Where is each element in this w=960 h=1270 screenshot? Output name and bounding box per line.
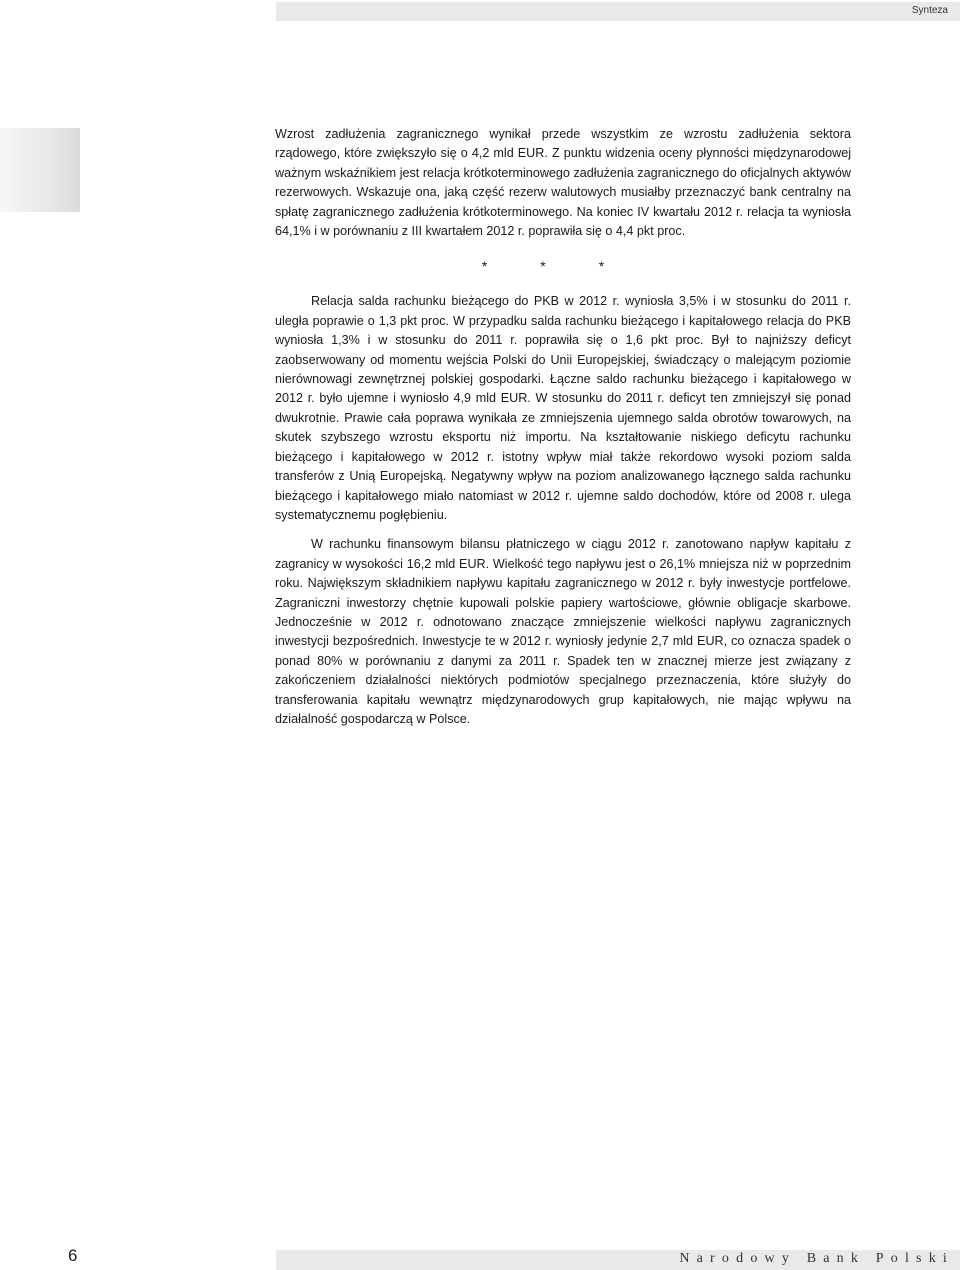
page-number: 6 xyxy=(68,1246,78,1265)
publisher-name: Narodowy Bank Polski xyxy=(679,1251,954,1266)
section-separator xyxy=(275,257,851,276)
separator-star: * xyxy=(481,258,488,275)
footer-band xyxy=(276,1250,960,1270)
side-tab-decoration xyxy=(0,128,80,212)
paragraph-financial-account: W rachunku finansowym bilansu płatniczego w ciągu 2012 r. zanotowano napływ kapitału z zagranicy w wysokości 16,2 mld EUR. Wielkość tego napływu jest o 26,1% mniejsza niż w poprzednim roku. Największym składnikiem napływu kapitału zagranicznego w 2012 r. były inwestycje portfelowe. Zagraniczni inwestorzy chętnie kupowali polskie papiery wartościowe, głównie obligacje skarbowe. Jednocześnie w 2012 r. odnotowano znaczące zmniejszenie wielkości napływu zagranicznych inwestycji bezpośrednich. Inwestycje te w 2012 r. wyniosły jedynie 2,7 mld EUR, co oznacza spadek o ponad 80% w porównaniu z danymi za 2011 r. Spadek ten w znacznej mierze jest związany z zakończeniem działalności niektórych podmiotów specjalnego przeznaczenia, które służyły do transferowania kapitału wewnątrz międzynarodowych grup kapitałowych, nie mając wpływu na działalność gospodarczą w Polsce. xyxy=(275,537,851,726)
paragraph-current-account: Relacja salda rachunku bieżącego do PKB w 2012 r. wyniosła 3,5% i w stosunku do 2011 r. uległa poprawie o 1,3 pkt proc. W przypadku salda rachunku bieżącego i kapitałowego relacja do PKB wyniosła 1,3% i w stosunku do 2011 r. poprawiła się o 1,6 pkt proc. Był to najniższy deficyt zaobserwowany od momentu wejścia Polski do Unii Europejskiej, świadczący o malejącym poziomie nierównowagi zewnętrznej polskiej gospodarki. Łączne saldo rachunku bieżącego i kapitałowego w 2012 r. było ujemne i wyniosło 4,9 mld EUR. W stosunku do 2011 r. deficyt ten zmniejszył się ponad dwukrotnie. Prawie cała poprawa wynikała ze zmniejszenia ujemnego salda obrotów towarowych, na skutek szybszego wzrostu eksportu niż importu. Na kształtowanie niskiego deficytu rachunku bieżącego i kapitałowego w 2012 r. istotny wpływ miał także rekordowo wysoki poziom salda transferów z Unią Europejską. Negatywny wpływ na poziom analizowanego łącznego salda rachunku bieżącego i kapitałowego miało natomiast w 2012 r. ujemne saldo dochodów, które od 2008 r. ulega systematycznemu pogłębieniu. xyxy=(275,294,851,522)
separator-star: * xyxy=(540,258,546,275)
header-band xyxy=(276,2,960,21)
main-text xyxy=(275,125,851,729)
section-label: Synteza xyxy=(911,5,948,16)
paragraph-debt: Wzrost zadłużenia zagranicznego wynikał przede wszystkim ze wzrostu zadłużenia sektora rządowego, które zwiększyło się o 4,2 mld EUR. Z punktu widzenia oceny płynności międzynarodowej ważnym wskaźnikiem jest relacja krótkoterminowego zadłużenia zagranicznego do oficjalnych aktywów rezerwowych. Wskazuje ona, jaką część rezerw walutowych musiałby przeznaczyć bank centralny na spłatę zagranicznego zadłużenia krótkoterminowego. Na koniec IV kwartału 2012 r. relacja ta wyniosła 64,1% i w porównaniu z III kwartałem 2012 r. poprawiła się o 4,4 pkt proc. xyxy=(275,127,851,239)
separator-star: * xyxy=(598,258,605,275)
